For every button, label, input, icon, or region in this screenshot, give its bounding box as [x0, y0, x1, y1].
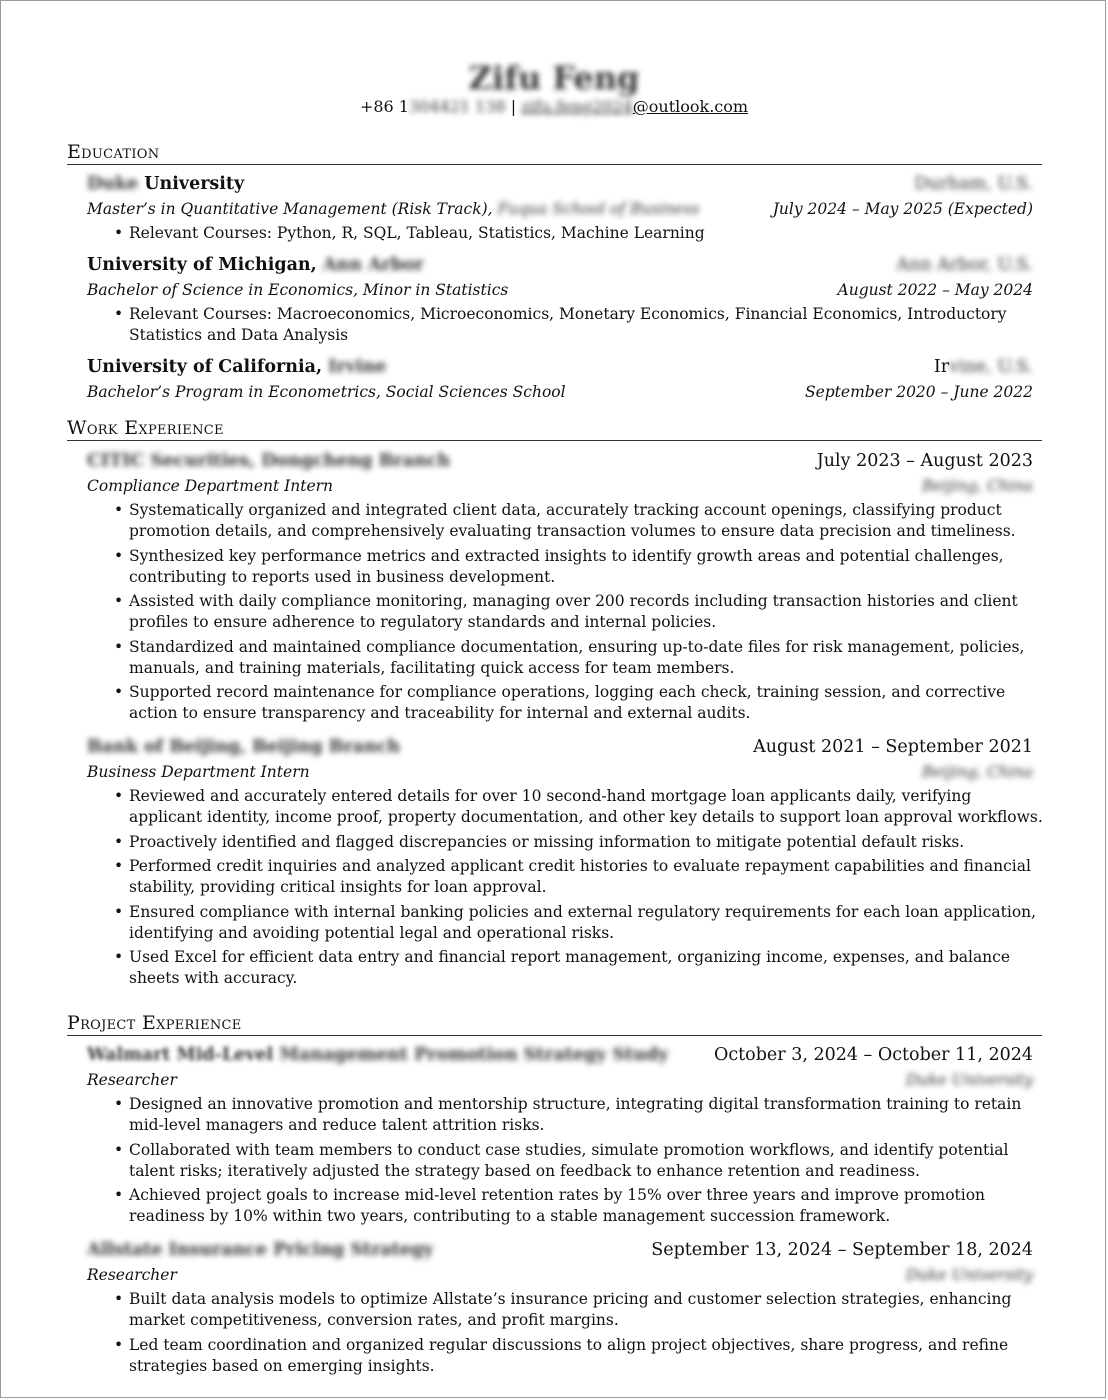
section-title-education: Education	[67, 140, 1042, 165]
list-item: • Achieved project goals to increase mid-level retention rates by 15% over three years and improve promotion readiness by 10% within two years, contributing to a stable management succession framework.	[112, 1185, 1047, 1227]
list-item: • Led team coordination and organized regular discussions to align project objectives, share progress, and refine strategies based on emerging insights.	[112, 1335, 1047, 1377]
education-school-row	[87, 355, 1033, 379]
project-dates: October 3, 2024 – October 11, 2024	[713, 1045, 1033, 1065]
phone-prefix: +86 1	[359, 97, 409, 116]
degree: Bachelor’s Program in Econometrics, Social Sciences School	[87, 383, 566, 401]
list-item: • Used Excel for efficient data entry and financial report management, organizing income, expenses, and balance sheets with accuracy.	[112, 947, 1047, 989]
email-domain: @outlook.com	[632, 97, 749, 116]
education-school-row	[87, 253, 1033, 277]
project-header-row	[87, 1238, 1033, 1262]
project-header-row	[87, 1043, 1033, 1067]
project-role: Researcher	[87, 1071, 177, 1089]
project-role-row	[87, 1264, 1033, 1286]
project-name: Allstate Insurance Pricing Strategy	[87, 1240, 434, 1260]
email-user-redacted: zifu.feng2024	[521, 97, 633, 116]
school-location: Durham, U.S.	[914, 174, 1033, 194]
contact-separator: |	[505, 97, 522, 116]
project-location: Duke University	[905, 1071, 1033, 1089]
project-bullets	[112, 1094, 1047, 1231]
list-item: • Collaborated with team members to conduct case studies, simulate promotion workflows, and identify potential talent risks; iteratively adjusted the strategy based on feedback to enhance retention and readiness.	[112, 1140, 1047, 1182]
job-dates: August 2021 – September 2021	[753, 737, 1033, 757]
job-role: Compliance Department Intern	[87, 477, 334, 495]
job-location: Beijing, China	[921, 763, 1033, 781]
list-item: • Relevant Courses: Macroeconomics, Microeconomics, Monetary Economics, Financial Economics, Introductory Statistics and Data Analysis	[112, 304, 1047, 346]
list-item: • Systematically organized and integrated client data, accurately tracking account openings, classifying product promotion details, and comprehensively evaluating transaction volumes to ensure data precision and timeliness.	[112, 500, 1047, 542]
phone-number-redacted: 304421 138	[408, 97, 506, 116]
job-bullets	[112, 500, 1047, 728]
section-title-project-experience: Project Experience	[67, 1011, 1042, 1036]
school-name: University of California, Irvine	[87, 357, 387, 377]
school-location: Ann Arbor, U.S.	[896, 255, 1033, 275]
list-item: • Assisted with daily compliance monitoring, managing over 200 records including transaction histories and client profiles to ensure adherence to regulatory standards and internal policies.	[112, 591, 1047, 633]
company-name: CITIC Securities, Dongcheng Branch	[87, 451, 451, 471]
degree-dates: August 2022 – May 2024	[837, 281, 1033, 299]
degree: Master’s in Quantitative Management (Risk Track), Fuqua School of Business	[87, 200, 700, 218]
job-location: Beijing, China	[921, 477, 1033, 495]
school-name: Duke University	[87, 174, 245, 194]
list-item: • Proactively identified and flagged discrepancies or missing information to mitigate potential default risks.	[112, 832, 1047, 853]
section-title-work-experience: Work Experience	[67, 416, 1042, 441]
education-degree-row	[87, 381, 1033, 403]
company-name: Bank of Beijing, Beijing Branch	[87, 737, 401, 757]
list-item: • Designed an innovative promotion and mentorship structure, integrating digital transformation training to retain mid-level managers and reduce talent attrition risks.	[112, 1094, 1047, 1136]
list-item: • Reviewed and accurately entered details for over 10 second-hand mortgage loan applicants daily, verifying applicant identity, income proof, property documentation, and other key details to support loan approval workflows.	[112, 786, 1047, 828]
project-role-row	[87, 1069, 1033, 1091]
education-degree-row	[87, 198, 1033, 220]
job-role: Business Department Intern	[87, 763, 310, 781]
list-item: • Synthesized key performance metrics and extracted insights to identify growth areas and potential challenges, contributing to reports used in business development.	[112, 546, 1047, 588]
degree-dates: September 2020 – June 2022	[804, 383, 1033, 401]
contact-line	[0, 96, 1108, 118]
job-header-row	[87, 735, 1033, 759]
school-name: University of Michigan, Ann Arbor	[87, 255, 424, 275]
job-header-row	[87, 449, 1033, 473]
education-courses	[112, 304, 1047, 350]
project-dates: September 13, 2024 – September 18, 2024	[651, 1240, 1033, 1260]
school-location: Irvine, U.S.	[933, 357, 1033, 377]
project-location: Duke University	[905, 1266, 1033, 1284]
education-courses	[112, 223, 1047, 248]
list-item: • Ensured compliance with internal banking policies and external regulatory requirements for each loan application, identifying and avoiding potential legal and operational risks.	[112, 902, 1047, 944]
education-degree-row	[87, 279, 1033, 301]
project-name: Walmart Mid-Level Management Promotion Strategy Study	[87, 1045, 669, 1065]
job-dates: July 2023 – August 2023	[816, 451, 1033, 471]
list-item: • Supported record maintenance for compliance operations, logging each check, training session, and corrective action to ensure transparency and traceability for internal and external audits.	[112, 682, 1047, 724]
degree: Bachelor of Science in Economics, Minor in Statistics	[87, 281, 509, 299]
list-item: • Standardized and maintained compliance documentation, ensuring up-to-date files for risk management, policies, manuals, and training materials, facilitating quick access for team members.	[112, 637, 1047, 679]
job-role-row	[87, 475, 1033, 497]
list-item: • Performed credit inquiries and analyzed applicant credit histories to evaluate repayment capabilities and financial stability, providing critical insights for loan approval.	[112, 856, 1047, 898]
email-link[interactable]	[521, 97, 748, 116]
list-item: • Relevant Courses: Python, R, SQL, Tableau, Statistics, Machine Learning	[112, 223, 1047, 244]
education-school-row	[87, 172, 1033, 196]
candidate-name: Zifu Feng	[468, 59, 640, 97]
list-item: • Built data analysis models to optimize Allstate’s insurance pricing and customer selection strategies, enhancing market competitiveness, conversion rates, and profit margins.	[112, 1289, 1047, 1331]
resume-header	[0, 58, 1108, 118]
degree-dates: July 2024 – May 2025 (Expected)	[772, 200, 1033, 218]
job-bullets	[112, 786, 1047, 993]
project-role: Researcher	[87, 1266, 177, 1284]
job-role-row	[87, 761, 1033, 783]
project-bullets	[112, 1289, 1047, 1380]
